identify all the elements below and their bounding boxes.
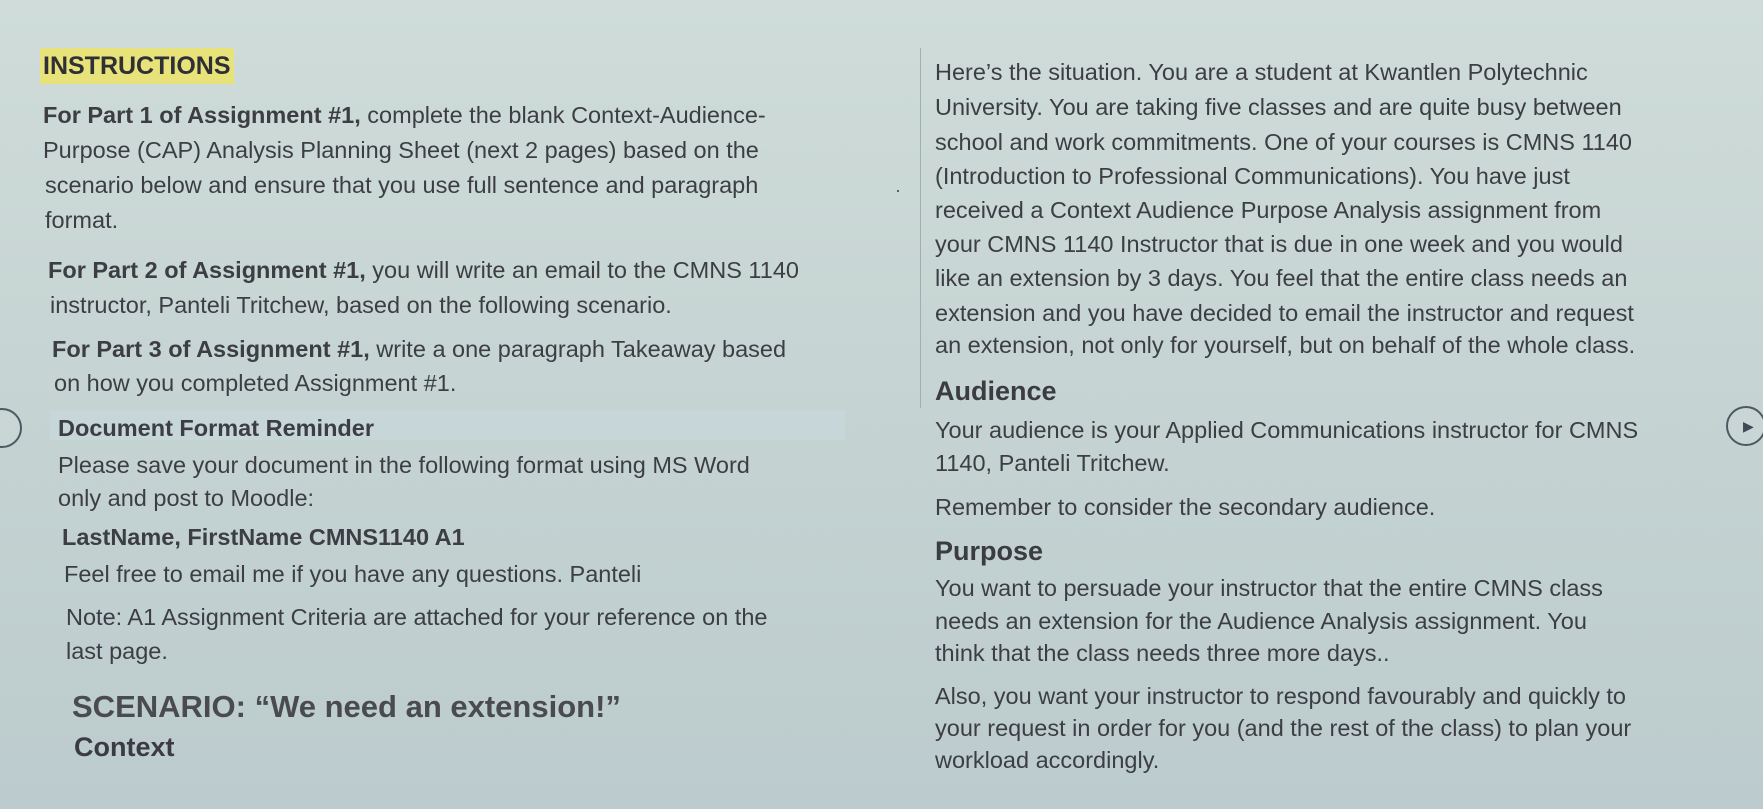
part2-bold: For Part 2 of Assignment #1,	[48, 257, 366, 283]
audience-line1: Your audience is your Applied Communications instructor for CMNS	[935, 417, 1639, 443]
situation-line-8: extension and you have decided to email the instructor and request	[935, 300, 1634, 326]
purpose-heading: Purpose	[935, 536, 1044, 566]
part3-line1-rest: write a one paragraph Takeaway based	[369, 336, 787, 362]
email-note: Feel free to email me if you have any questions. Panteli	[64, 561, 642, 587]
part1-bold: For Part 1 of Assignment #1,	[43, 102, 361, 128]
filename-format: LastName, FirstName CMNS1140 A1	[62, 524, 465, 550]
situation-line-5: received a Context Audience Purpose Analysis assignment from	[935, 197, 1602, 223]
part1-line2: Purpose (CAP) Analysis Planning Sheet (next 2 pages) based on the	[43, 137, 759, 163]
situation-line-9: an extension, not only for yourself, but on behalf of the whole class.	[935, 332, 1636, 358]
part1-line3: scenario below and ensure that you use full sentence and paragraph	[45, 172, 759, 198]
note-line2: last page.	[66, 638, 168, 664]
scenario-heading: SCENARIO: “We need an extension!”	[72, 689, 621, 724]
purpose2-line-1: Also, you want your instructor to respond favourably and quickly to	[935, 683, 1627, 709]
situation-line-7: like an extension by 3 days. You feel that the entire class needs an	[935, 265, 1628, 291]
stray-dot	[897, 190, 899, 192]
reminder-line1: Please save your document in the following format using MS Word	[58, 452, 750, 478]
part1-line1	[43, 98, 766, 132]
purpose2-line-2: your request in order for you (and the rest of the class) to plan your	[935, 715, 1632, 741]
purpose-line-1: You want to persuade your instructor that the entire CMNS class	[935, 575, 1603, 601]
part2-line2: instructor, Panteli Tritchew, based on the following scenario.	[50, 292, 672, 318]
part2-line1-rest: you will write an email to the CMNS 1140	[365, 257, 799, 283]
note-line1: Note: A1 Assignment Criteria are attached for your reference on the	[66, 604, 768, 630]
situation-line-6: your CMNS 1140 Instructor that is due in one week and you would	[935, 231, 1623, 257]
purpose-line-3: think that the class needs three more days..	[935, 640, 1390, 666]
reminder-line2: only and post to Moodle:	[58, 485, 315, 511]
part2-line1	[48, 253, 799, 287]
part1-line1-rest: complete the blank Context-Audience-	[360, 102, 766, 128]
reminder-heading: Document Format Reminder	[58, 415, 374, 441]
purpose-line-2: needs an extension for the Audience Analysis assignment. You	[935, 608, 1587, 634]
part3-line2: on how you completed Assignment #1.	[54, 370, 457, 396]
play-arrow-right-icon: ▶	[1743, 418, 1754, 434]
audience-line2: 1140, Panteli Tritchew.	[935, 450, 1170, 476]
instructions-label: INSTRUCTIONS	[40, 48, 234, 84]
purpose2-line-3: workload accordingly.	[935, 747, 1160, 773]
situation-line-4: (Introduction to Professional Communications). You have just	[935, 163, 1570, 189]
right-column	[920, 0, 1763, 809]
part3-line1	[52, 332, 786, 366]
situation-line-3: school and work commitments. One of your courses is CMNS 1140	[935, 129, 1633, 155]
context-heading: Context	[74, 732, 175, 762]
secondary-audience: Remember to consider the secondary audience.	[935, 494, 1436, 520]
part3-bold: For Part 3 of Assignment #1,	[52, 336, 370, 362]
part1-line4: format.	[45, 207, 119, 233]
situation-line-2: University. You are taking five classes and are quite busy between	[935, 94, 1622, 120]
situation-line-1: Here’s the situation. You are a student at Kwantlen Polytechnic	[935, 59, 1588, 85]
next-page-button[interactable]	[1726, 406, 1763, 446]
audience-heading: Audience	[935, 376, 1057, 406]
